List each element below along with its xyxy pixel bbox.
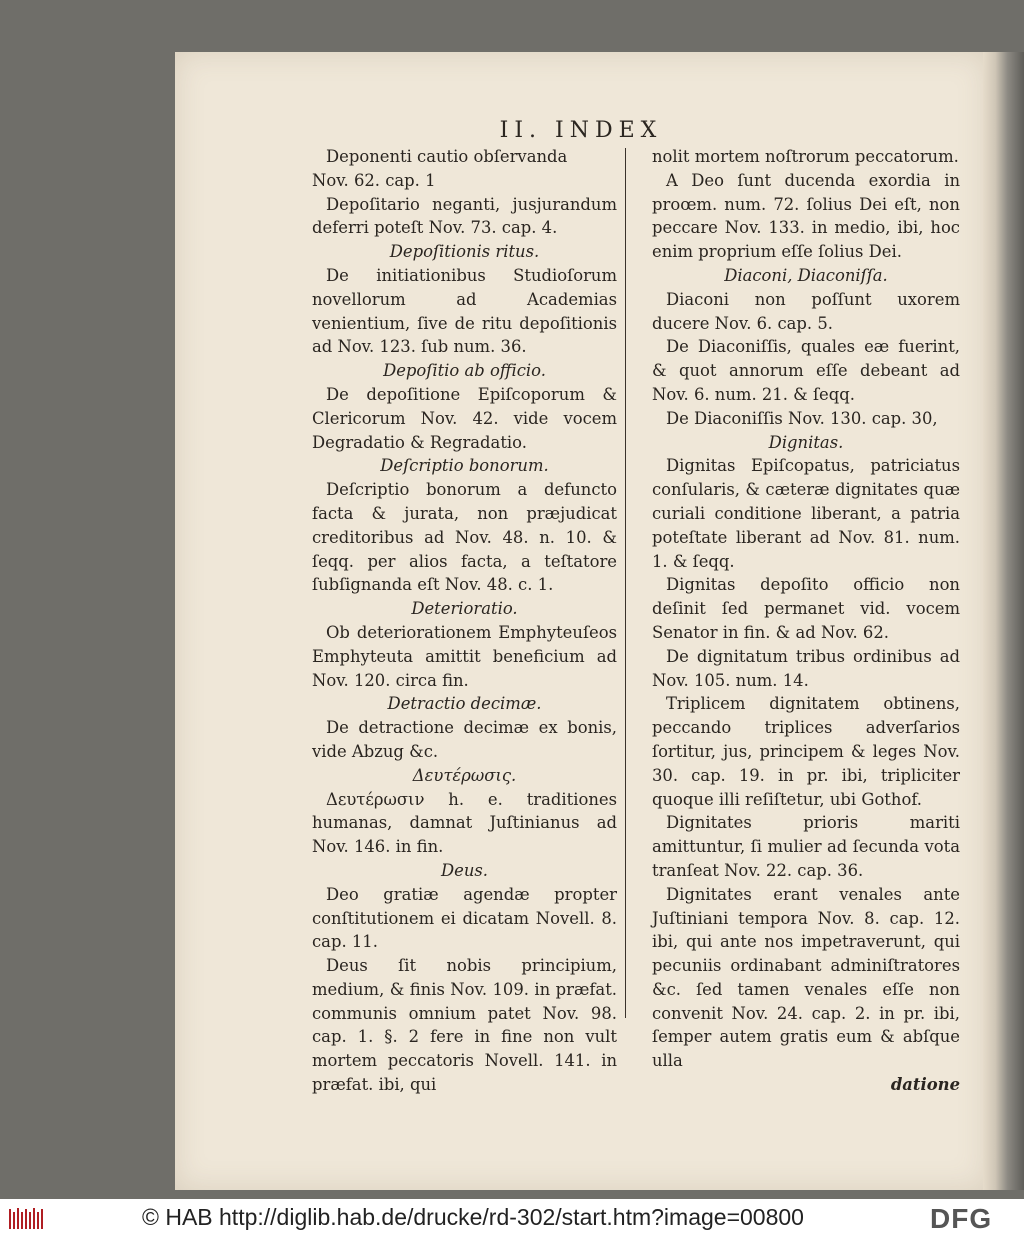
index-entry: De Diaconiſſis Nov. 130. cap. 30, bbox=[666, 408, 938, 428]
index-entry-continuation: Nov. 62. cap. 1 bbox=[312, 170, 436, 190]
index-entry: Deus ſit nobis principium, medium, & finis Nov. 109. in præfat. communis omnium patet Nov. 98. cap. 1. §. 2 fere in fine non vult mortem peccatoris Novell. 141. in præfat. ibi, qui bbox=[312, 956, 617, 1095]
index-entry: De detractione decimæ ex bonis, vide Abzug &c. bbox=[312, 718, 617, 761]
index-entry: Dignitas Epiſcopatus, patriciatus conſularis, & cæteræ dignitates quæ curiali conditione liberant, a patria poteſtate liberant ad Nov. 81. num. 1. & ſeqq. bbox=[652, 456, 960, 571]
index-entry: De dignitatum tribus ordinibus ad Nov. 105. num. 14. bbox=[652, 646, 960, 690]
left-column bbox=[312, 145, 617, 1097]
index-heading: Deus. bbox=[440, 860, 489, 880]
index-heading: Δευτέρωσις. bbox=[412, 765, 517, 785]
index-heading: Dignitas. bbox=[768, 432, 844, 452]
index-entry: Deſcriptio bonorum a defuncto facta & jurata, non præjudicat creditoribus ad Nov. 48. n. 10. & ſeqq. per alios facta, a teſtatore ſubſignanda eſt Nov. 48. c. 1. bbox=[312, 480, 617, 595]
right-column bbox=[652, 145, 960, 1097]
hab-logo-icon bbox=[8, 1206, 44, 1232]
index-entry: A Deo ſunt ducenda exordia in proœm. num. 72. ſolius Dei eſt, non peccare Nov. 133. in medio, ibi, hoc enim proprium eſſe ſolius Dei. bbox=[652, 170, 960, 262]
index-entry: Depoſitario neganti, jusjurandum deferri poteſt Nov. 73. cap. 4. bbox=[312, 194, 617, 238]
index-entry: De initiationibus Studioſorum novellorum ad Academias venientium, ſive de ritu depoſitionis ad Nov. 123. ſub num. 36. bbox=[312, 265, 617, 357]
index-entry: Dignitas depoſito officio non deſinit ſed permanet vid. vocem Senator in fin. & ad Nov. 62. bbox=[652, 575, 960, 642]
dfg-logo: DFG bbox=[930, 1203, 993, 1234]
index-entry: De depoſitione Epiſcoporum & Clericorum Nov. 42. vide vocem Degradatio & Regradatio. bbox=[312, 384, 617, 452]
footer-bar bbox=[0, 1199, 1024, 1238]
index-entry: Deo gratiæ agendæ propter conſtitutionem ei dicatam Novell. 8. cap. 11. bbox=[312, 884, 617, 952]
index-heading: Depoſitionis ritus. bbox=[389, 242, 540, 262]
page-edge bbox=[983, 52, 1024, 1190]
index-heading: Deterioratio. bbox=[411, 599, 518, 619]
index-heading: Detractio decimæ. bbox=[387, 694, 542, 714]
page-header: II. INDEX bbox=[499, 118, 663, 143]
index-entry: Dignitates erant venales ante Juſtiniani tempora Nov. 8. cap. 12. ibi, qui ante nos impetraverunt, qui pecuniis ordinabant adminiſtratores &c. ſed tamen venales eſſe non convenit Nov. 24. cap. 2. in pr. ibi, ſemper autem gratis eum & abſque ulla bbox=[652, 884, 960, 1071]
index-entry: Ob deteriorationem Emphyteuſeos Emphyteuta amittit beneficium ad Nov. 120. circa fin. bbox=[312, 622, 617, 690]
index-heading: Deſcriptio bonorum. bbox=[380, 456, 549, 476]
catchword: datione bbox=[890, 1075, 960, 1095]
index-entry: Diaconi non poſſunt uxorem ducere Nov. 6. cap. 5. bbox=[652, 289, 960, 333]
index-entry: Δευτέρωσιν h. e. traditiones humanas, damnat Juſtinianus ad Nov. 146. in fin. bbox=[312, 789, 617, 857]
index-entry: De Diaconiſſis, quales eæ fuerint, & quot annorum eſſe debeant ad Nov. 6. num. 21. & ſeqq. bbox=[652, 337, 960, 404]
index-entry: Dignitates prioris mariti amittuntur, ſi mulier ad ſecunda vota tranſeat Nov. 22. cap. 36. bbox=[652, 813, 960, 880]
book-page bbox=[175, 52, 987, 1190]
index-entry-continuation: nolit mortem noſtrorum peccatorum. bbox=[652, 147, 959, 166]
footer-url-text[interactable]: © HAB http://diglib.hab.de/drucke/rd-302/start.htm?image=00800 bbox=[142, 1204, 804, 1230]
index-heading: Depoſitio ab officio. bbox=[383, 361, 546, 381]
column-rule bbox=[625, 148, 626, 1018]
index-entry: Triplicem dignitatem obtinens, peccando triplices adverſarios ſortitur, jus, principem & leges Nov. 30. cap. 19. in pr. ibi, tripliciter quoque illi reſiſtetur, ubi Gothof. bbox=[652, 694, 960, 809]
index-entry: Deponenti cautio obſervanda bbox=[326, 147, 568, 166]
index-heading: Diaconi, Diaconiſſa. bbox=[724, 265, 888, 285]
